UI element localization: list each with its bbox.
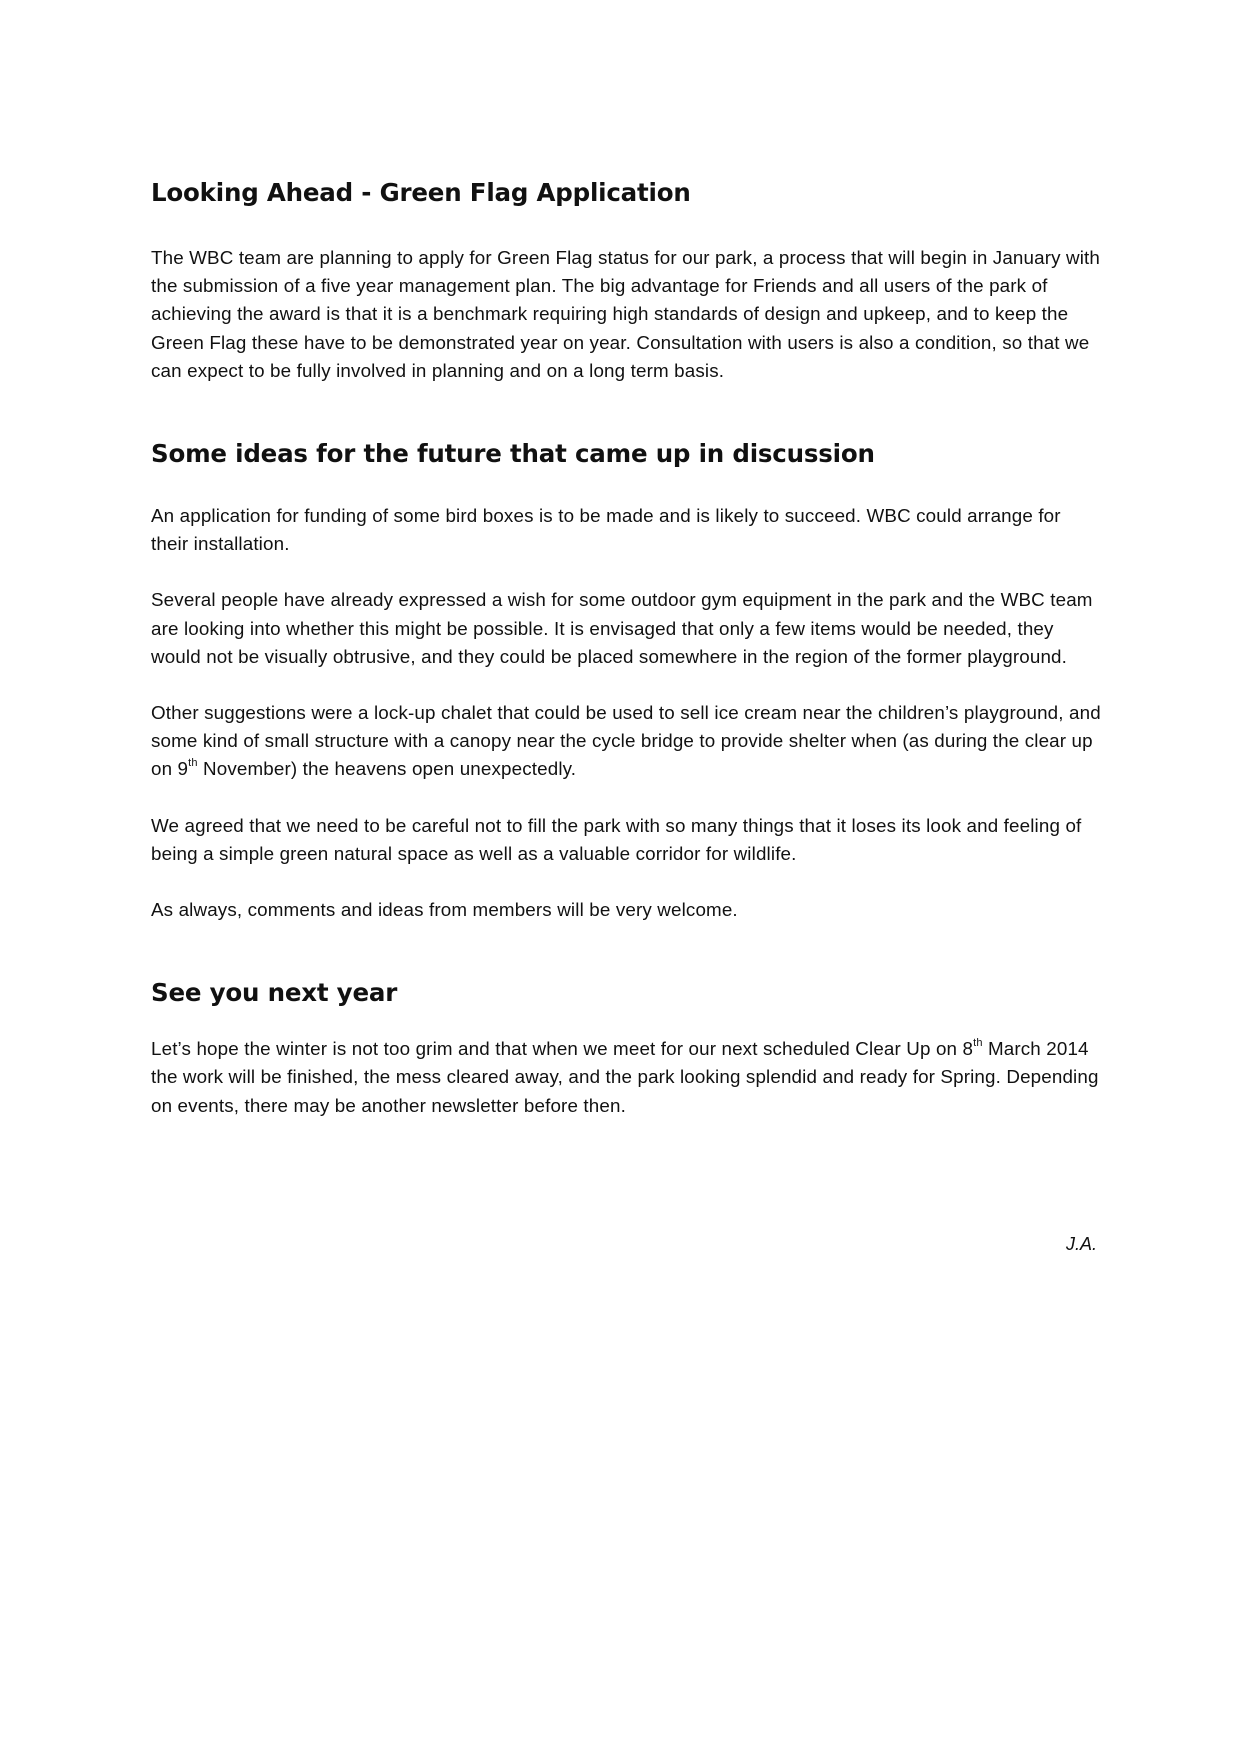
- next-year-heading: See you next year: [151, 978, 398, 1008]
- date-ordinal-superscript: th: [188, 757, 198, 770]
- document-body: [151, 178, 1101, 1120]
- date-ordinal-superscript: th: [973, 1037, 983, 1050]
- careful-paragraph: We agreed that we need to be careful not to fill the park with so many things that it loses its look and feeling of being a simple green natural space as well as a valuable corridor for wildlife.: [151, 814, 1082, 864]
- next-year-text-start: Let’s hope the winter is not too grim and that when we meet for our next scheduled Clear Up on 8: [151, 1038, 974, 1060]
- signature: J.A.: [1065, 1234, 1097, 1254]
- green-flag-heading: Looking Ahead - Green Flag Application: [151, 178, 691, 207]
- gym-equipment-paragraph: Several people have already expressed a wish for some outdoor gym equipment in the park and the WBC team are looking into whether this might be possible. It is envisaged that only a few items would be needed, they would not be visually obtrusive, and they could be placed somewhere in the region of the former playground.: [151, 589, 1093, 667]
- next-year-text-end: March 2014 the work will be finished, the mess cleared away, and the park looking splendid and ready for Spring. Depending on events, there may be another newsletter before then.: [151, 1038, 1099, 1116]
- bird-boxes-paragraph: An application for funding of some bird boxes is to be made and is likely to succeed. WBC could arrange for their installation.: [151, 505, 1061, 555]
- other-suggestions-text-end: November) the heavens open unexpectedly.: [197, 758, 577, 780]
- other-suggestions-text-start: Other suggestions were a lock-up chalet that could be used to sell ice cream near the children’s playground, and some kind of small structure with a canopy near the cycle bridge to provide shelter when (as during the clear up on 9: [151, 702, 1101, 780]
- next-year-paragraph: [151, 1035, 1101, 1120]
- ideas-heading: Some ideas for the future that came up in discussion: [151, 439, 875, 469]
- comments-welcome-paragraph: As always, comments and ideas from members will be very welcome.: [151, 899, 738, 921]
- other-suggestions-paragraph: [151, 699, 1101, 784]
- green-flag-paragraph: The WBC team are planning to apply for Green Flag status for our park, a process that will begin in January with the submission of a five year management plan. The big advantage for Friends and all users of the park of achieving the award is that it is a benchmark requiring high standards of design and upkeep, and to keep the Green Flag these have to be demonstrated year on year. Consultation with users is also a condition, so that we can expect to be fully involved in planning and on a long term basis.: [151, 247, 1101, 381]
